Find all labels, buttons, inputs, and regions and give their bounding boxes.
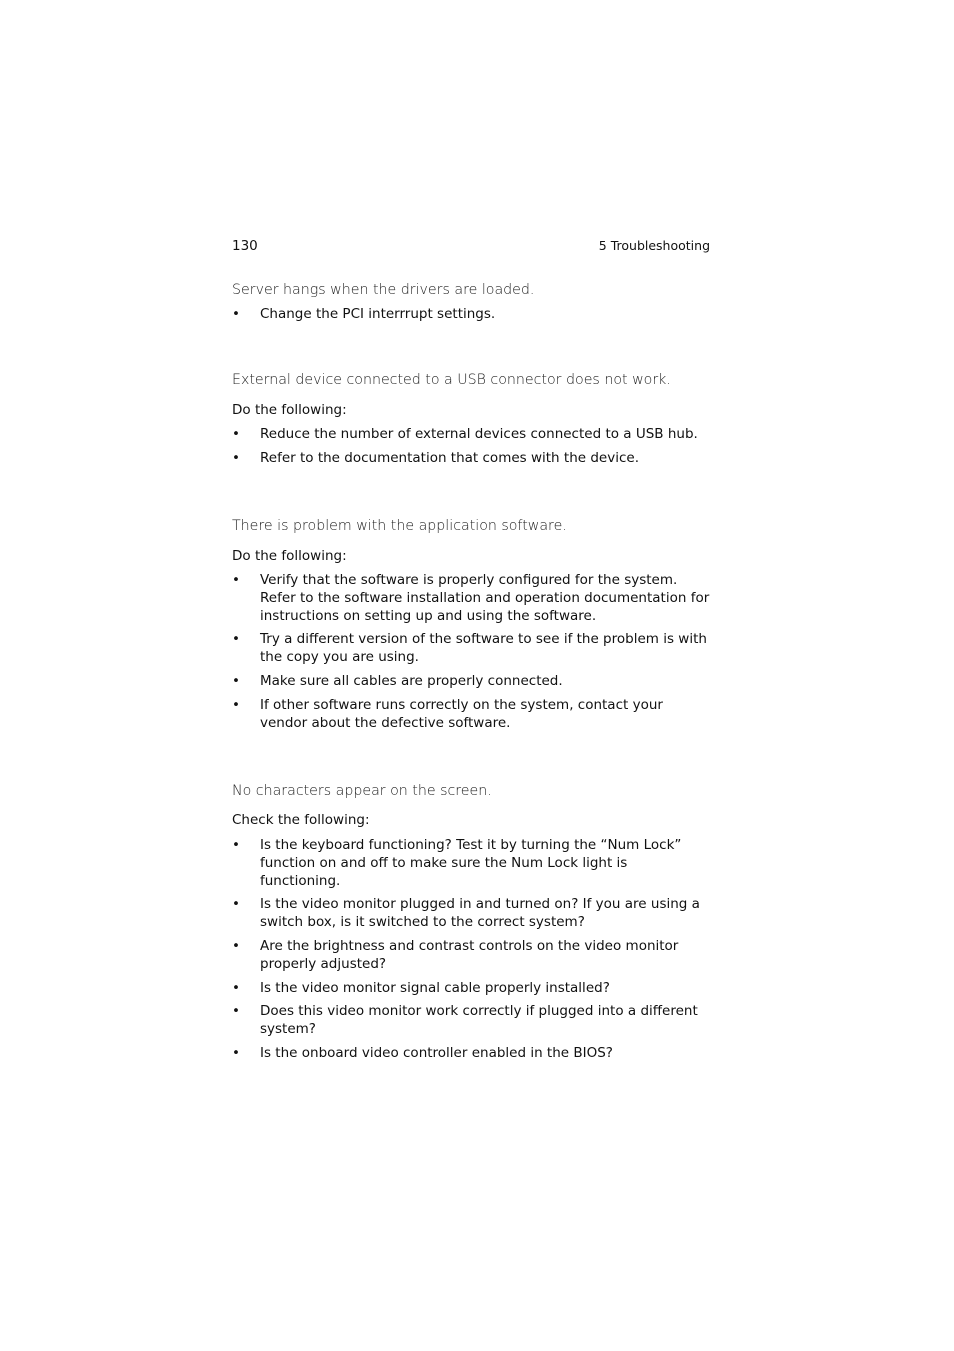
list-item <box>232 673 710 691</box>
problem-heading-driver-hang: Server hangs when the drivers are loaded. <box>232 282 535 298</box>
list-item-text: Is the video monitor plugged in and turned on? If you are using a switch box, is it switched to the correct system? <box>260 896 700 931</box>
bullet-list-usb-device <box>232 426 710 468</box>
list-item <box>232 896 710 932</box>
bullet-marker: • <box>232 696 240 713</box>
list-item <box>232 1003 710 1039</box>
bullet-marker: • <box>232 672 240 689</box>
list-item <box>232 426 710 444</box>
bullet-marker: • <box>232 1003 240 1020</box>
bullet-marker: • <box>232 837 240 853</box>
list-item-text: Refer to the documentation that comes with the device. <box>260 449 639 466</box>
list-item-text: Reduce the number of external devices connected to a USB hub. <box>260 426 698 442</box>
list-item-text: Try a different version of the software to see if the problem is with the copy you are using. <box>260 631 707 666</box>
problem-heading-no-characters: No characters appear on the screen. <box>232 783 492 799</box>
list-item <box>232 450 710 468</box>
list-item-text: Does this video monitor work correctly if plugged into a different system? <box>260 1003 698 1038</box>
list-item <box>232 572 710 625</box>
instruction-lead-application-software: Do the following: <box>232 548 347 564</box>
bullet-list-driver-hang <box>232 306 710 324</box>
list-item-text: If other software runs correctly on the system, contact your vendor about the defective software. <box>260 696 663 731</box>
bullet-marker: • <box>232 937 240 954</box>
bullet-marker: • <box>232 449 240 466</box>
list-item <box>232 631 710 667</box>
page-number: 130 <box>232 238 258 254</box>
bullet-marker: • <box>232 631 240 648</box>
bullet-marker: • <box>232 426 240 442</box>
list-item-text: Is the onboard video controller enabled in the BIOS? <box>260 1044 613 1061</box>
bullet-list-application-software <box>232 572 710 732</box>
page-header <box>232 236 710 256</box>
list-item <box>232 306 710 324</box>
list-item-text: Verify that the software is properly configured for the system. Refer to the software installation and operation documentation for instructions on setting up and using the software. <box>260 572 710 624</box>
list-item-text: Is the keyboard functioning? Test it by turning the “Num Lock” function on and off to make sure the Num Lock light is functioning. <box>260 837 682 889</box>
bullet-marker: • <box>232 1044 240 1061</box>
list-item <box>232 980 710 998</box>
list-item-text: Make sure all cables are properly connected. <box>260 672 563 689</box>
list-item <box>232 938 710 974</box>
list-item-text: Are the brightness and contrast controls on the video monitor properly adjusted? <box>260 937 679 972</box>
list-item <box>232 1045 710 1063</box>
instruction-lead-usb-device: Do the following: <box>232 402 347 418</box>
bullet-list-no-characters <box>232 837 710 1063</box>
list-item <box>232 837 710 890</box>
chapter-title: 5 Troubleshooting <box>598 238 710 253</box>
problem-heading-application-software: There is problem with the application software. <box>232 518 567 534</box>
list-item-text: Is the video monitor signal cable properly installed? <box>260 979 610 996</box>
problem-heading-usb-device: External device connected to a USB connector does not work. <box>232 372 671 388</box>
instruction-lead-no-characters: Check the following: <box>232 812 370 828</box>
bullet-marker: • <box>232 306 240 322</box>
list-item-text: Change the PCI interrrupt settings. <box>260 306 496 322</box>
bullet-marker: • <box>232 979 240 996</box>
list-item <box>232 697 710 733</box>
bullet-marker: • <box>232 572 240 588</box>
bullet-marker: • <box>232 896 240 913</box>
